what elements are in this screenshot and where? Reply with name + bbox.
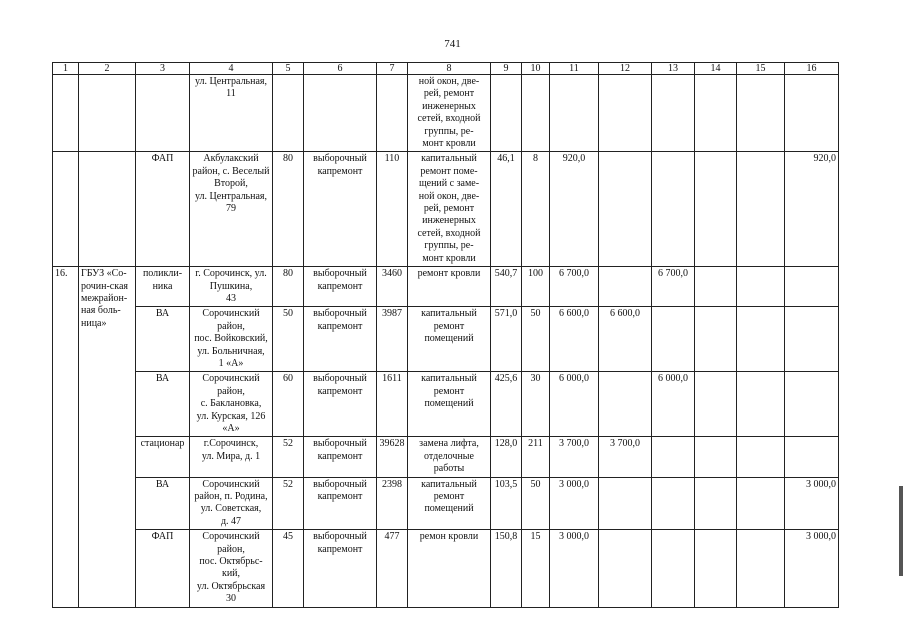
cell-repair-kind: выборочный капремонт — [304, 267, 377, 307]
cell-address: Сорочинский район, пос. Октябрьс- кий, ул. Октябрьская 30 — [190, 530, 273, 607]
cell-col12: 3 700,0 — [599, 437, 652, 477]
cell-address: г.Сорочинск, ул. Мира, д. 1 — [190, 437, 273, 477]
table-row — [53, 477, 839, 530]
cell-col16 — [785, 372, 839, 437]
cell-repair-kind: выборочный капремонт — [304, 372, 377, 437]
scan-edge-mark — [899, 486, 903, 576]
cell-number — [53, 75, 79, 152]
cell-address: ул. Центральная, 11 — [190, 75, 273, 152]
table-row — [53, 372, 839, 437]
cell-repair-kind: выборочный капремонт — [304, 152, 377, 267]
cell-col9: 128,0 — [491, 437, 522, 477]
cell-col16 — [785, 437, 839, 477]
cell-col14 — [695, 307, 737, 372]
cell-col14 — [695, 477, 737, 530]
cell-col5: 60 — [273, 372, 304, 437]
cell-col5: 80 — [273, 267, 304, 307]
cell-col12 — [599, 152, 652, 267]
cell-col15 — [737, 530, 785, 607]
cell-institution — [79, 75, 136, 152]
cell-col10: 100 — [522, 267, 550, 307]
cell-col9: 46,1 — [491, 152, 522, 267]
col-header: 10 — [522, 63, 550, 75]
col-header: 9 — [491, 63, 522, 75]
page-number: 741 — [444, 38, 461, 50]
cell-col7: 477 — [377, 530, 408, 607]
cell-col15 — [737, 477, 785, 530]
cell-col15 — [737, 307, 785, 372]
cell-work: ремон кровли — [408, 530, 491, 607]
col-header: 12 — [599, 63, 652, 75]
cell-work: капитальный ремонт помещений — [408, 307, 491, 372]
cell-col15 — [737, 437, 785, 477]
cell-work: ной окон, две- рей, ремонт инженерных сетей, входной группы, ре- монт кровли — [408, 75, 491, 152]
table-row — [53, 307, 839, 372]
cell-col7: 1611 — [377, 372, 408, 437]
cell-col13: 6 700,0 — [652, 267, 695, 307]
cell-col5 — [273, 75, 304, 152]
cell-institution — [79, 152, 136, 267]
cell-col10: 8 — [522, 152, 550, 267]
col-header: 5 — [273, 63, 304, 75]
cell-col12 — [599, 267, 652, 307]
cell-col9: 425,6 — [491, 372, 522, 437]
cell-col10: 15 — [522, 530, 550, 607]
cell-repair-kind: выборочный капремонт — [304, 477, 377, 530]
cell-col10: 211 — [522, 437, 550, 477]
cell-type: стационар — [136, 437, 190, 477]
cell-repair-kind: выборочный капремонт — [304, 307, 377, 372]
cell-type: ФАП — [136, 152, 190, 267]
col-header: 2 — [79, 63, 136, 75]
cell-number — [53, 152, 79, 267]
cell-col13 — [652, 477, 695, 530]
cell-col14 — [695, 267, 737, 307]
cell-col10: 30 — [522, 372, 550, 437]
cell-col13 — [652, 530, 695, 607]
cell-col14 — [695, 372, 737, 437]
col-header: 6 — [304, 63, 377, 75]
col-header: 11 — [550, 63, 599, 75]
cell-col16: 3 000,0 — [785, 477, 839, 530]
col-header: 4 — [190, 63, 273, 75]
cell-col7: 3460 — [377, 267, 408, 307]
cell-col11: 3 700,0 — [550, 437, 599, 477]
col-header: 8 — [408, 63, 491, 75]
cell-col12 — [599, 477, 652, 530]
cell-col5: 52 — [273, 437, 304, 477]
cell-col10 — [522, 75, 550, 152]
cell-address: г. Сорочинск, ул. Пушкина, 43 — [190, 267, 273, 307]
cell-col13 — [652, 307, 695, 372]
cell-type: ВА — [136, 372, 190, 437]
cell-type: поликли- ника — [136, 267, 190, 307]
cell-col11: 6 000,0 — [550, 372, 599, 437]
table-row — [53, 152, 839, 267]
cell-number: 16. — [53, 267, 79, 608]
cell-col10: 50 — [522, 477, 550, 530]
cell-type — [136, 75, 190, 152]
table-row — [53, 530, 839, 607]
cell-col12 — [599, 75, 652, 152]
cell-col15 — [737, 75, 785, 152]
cell-col11: 3 000,0 — [550, 477, 599, 530]
col-header: 15 — [737, 63, 785, 75]
cell-col5: 80 — [273, 152, 304, 267]
cell-col5: 52 — [273, 477, 304, 530]
cell-repair-kind: выборочный капремонт — [304, 437, 377, 477]
capital-repair-table — [52, 62, 839, 608]
cell-col7: 3987 — [377, 307, 408, 372]
cell-col15 — [737, 267, 785, 307]
cell-col5: 45 — [273, 530, 304, 607]
cell-col13: 6 000,0 — [652, 372, 695, 437]
cell-col9 — [491, 75, 522, 152]
col-header: 3 — [136, 63, 190, 75]
cell-col14 — [695, 75, 737, 152]
cell-col14 — [695, 437, 737, 477]
cell-repair-kind — [304, 75, 377, 152]
cell-work: ремонт кровли — [408, 267, 491, 307]
cell-type: ФАП — [136, 530, 190, 607]
cell-type: ВА — [136, 307, 190, 372]
cell-col7: 2398 — [377, 477, 408, 530]
cell-col11: 6 600,0 — [550, 307, 599, 372]
col-header: 14 — [695, 63, 737, 75]
cell-address: Сорочинский район, п. Родина, ул. Советская, д. 47 — [190, 477, 273, 530]
cell-institution: ГБУЗ «Со- рочин-ская межрайон- ная боль- ница» — [79, 267, 136, 608]
cell-type: ВА — [136, 477, 190, 530]
cell-col12 — [599, 530, 652, 607]
header-row — [53, 63, 839, 75]
cell-col16: 3 000,0 — [785, 530, 839, 607]
cell-col11: 6 700,0 — [550, 267, 599, 307]
cell-col13 — [652, 152, 695, 267]
cell-col16 — [785, 267, 839, 307]
cell-col9: 540,7 — [491, 267, 522, 307]
cell-address: Сорочинский район, с. Баклановка, ул. Курская, 126 «А» — [190, 372, 273, 437]
col-header: 1 — [53, 63, 79, 75]
cell-col7 — [377, 75, 408, 152]
cell-col16: 920,0 — [785, 152, 839, 267]
cell-col7: 39628 — [377, 437, 408, 477]
table-row — [53, 75, 839, 152]
col-header: 16 — [785, 63, 839, 75]
cell-repair-kind: выборочный капремонт — [304, 530, 377, 607]
cell-work: капитальный ремонт помещений — [408, 477, 491, 530]
cell-col11: 3 000,0 — [550, 530, 599, 607]
cell-col5: 50 — [273, 307, 304, 372]
cell-work: капитальный ремонт помещений — [408, 372, 491, 437]
col-header: 7 — [377, 63, 408, 75]
cell-address: Акбулакский район, с. Веселый Второй, ул. Центральная, 79 — [190, 152, 273, 267]
cell-col16 — [785, 75, 839, 152]
table-row — [53, 437, 839, 477]
cell-work: капитальный ремонт поме- щений с заме- ной окон, две- рей, ремонт инженерных сетей, входной группы, ре- монт кровли — [408, 152, 491, 267]
cell-col14 — [695, 530, 737, 607]
table-row — [53, 267, 839, 307]
cell-address: Сорочинский район, пос. Войковский, ул. Больничная, 1 «А» — [190, 307, 273, 372]
cell-col15 — [737, 152, 785, 267]
cell-col11 — [550, 75, 599, 152]
cell-col9: 150,8 — [491, 530, 522, 607]
cell-col11: 920,0 — [550, 152, 599, 267]
cell-work: замена лифта, отделочные работы — [408, 437, 491, 477]
cell-col13 — [652, 437, 695, 477]
cell-col13 — [652, 75, 695, 152]
cell-col15 — [737, 372, 785, 437]
cell-col7: 110 — [377, 152, 408, 267]
cell-col10: 50 — [522, 307, 550, 372]
cell-col9: 571,0 — [491, 307, 522, 372]
col-header: 13 — [652, 63, 695, 75]
cell-col14 — [695, 152, 737, 267]
cell-col9: 103,5 — [491, 477, 522, 530]
cell-col12: 6 600,0 — [599, 307, 652, 372]
cell-col16 — [785, 307, 839, 372]
cell-col12 — [599, 372, 652, 437]
